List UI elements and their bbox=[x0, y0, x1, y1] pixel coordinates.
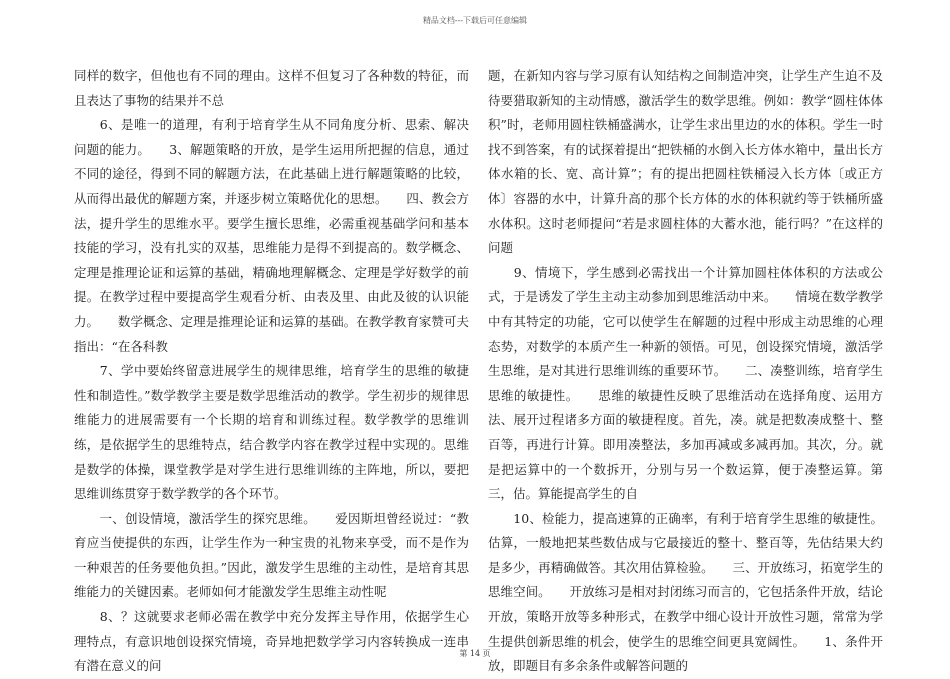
page-header: 精品文档---下载后可任意编辑 bbox=[422, 16, 528, 25]
paragraph: 同样的数字，但他也有不同的理由。这样不但复习了各种数的特征，而且表达了事物的结果并不总 bbox=[74, 68, 469, 108]
paragraph: 7、学中要始终留意进展学生的规律思维，培育学生的思维的敏捷性和制造性。”数学教学主要是数学思维活动的教学。学生初步的规律思维能力的进展需要有一个长期的培育和训练过程。数学教学的思维训练，是依据学生的思维特点，结合教学内容在教学过程中实现的。思维是数学的体操，课堂教学是对学生进行思维训练的主阵地，所以，要把思维训练贯穿于数学教学的各个环节。 bbox=[74, 363, 469, 502]
paragraph: 8、？这就要求老师必需在教学中充分发挥主导作用，依据学生心理特点，有意识地创设探究情境，奇异地把数学学习内容转换成一连串有潜在意义的问 bbox=[74, 609, 469, 674]
paragraph: 9、情境下，学生感到必需找出一个计算加圆柱体体积的方法或公式，于是诱发了学生主动主动参加到思维活动中来。 情境在数学教学中有其特定的功能，它可以使学生在解题的过程中形成主动思维的心理态势，对数学的本质产生一种新的领悟。可见，创设探究情境，激活学生思维，是对其进行思维训练的重要环节。 二、凑整训练，培育学生思维的敏捷性。 思维的敏捷性反映了思维活动在选择角度、运用方法、展开过程诸多方面的敏捷程度。首先，凑。就是把数凑成整十、整百等，再进行计算。即用凑整法，多加再减或多减再加。其次，分。就是把运算中的一个数拆开，分别与另一个数运算，便于凑整运算。第三，估。算能提高学生的自 bbox=[488, 264, 883, 502]
paragraph: 10、检能力，提高速算的正确率，有利于培育学生思维的敏捷性。估算，一般地把某些数估成与它最接近的整十、整百等，先估结果大约是多少，再精确做答。其次用估算检验。 三、开放练习，拓宽学生的思维空间。 开放练习是相对封闭练习而言的，它包括条件开放，结论开放，策略开放等多种形式，在教学中细心设计开放性习题，常常为学生提供创新思维的机会，使学生的思维空间更具宽阔性。 1、条件开放，即题目有多余条件或解答问题的 bbox=[488, 510, 883, 674]
left-column bbox=[74, 64, 469, 679]
paragraph: 6、是唯一的道理，有利于培育学生从不同角度分析、思索、解决问题的能力。 3、解题策略的开放，是学生运用所把握的信息，通过不同的途径，得到不同的解题方法，在此基础上进行解题策略的比较，从而得出最优的解题方案，并逐步树立策略优化的思想。 四、教会方法，提升学生的思维水平。要学生擅长思维，必需重视基础学问和基本技能的学习，没有扎实的双基，思维能力是得不到提高的。数学概念、定理是推理论证和运算的基础，精确地理解概念、定理是学好数学的前提。在教学过程中要提高学生观看分析、由表及里、由此及彼的认识能力。 数学概念、定理是推理论证和运算的基础。在教学教育家赞可夫指出：“在各科教 bbox=[74, 117, 469, 354]
page-number: 第 14 页 bbox=[459, 649, 491, 658]
right-column bbox=[488, 64, 883, 679]
paragraph: 一、创设情境，激活学生的探究思维。 爱因斯坦曾经说过：“教育应当使提供的东西，让学生作为一种宝贵的礼物来享受，而不是作为一种艰苦的任务要他负担。”因此，激发学生思维的主动性，是培育其思维能力的关键因素。老师如何才能激发学生思维主动性呢 bbox=[74, 510, 469, 600]
paragraph: 题，在新知内容与学习原有认知结构之间制造冲突，让学生产生迫不及待要猎取新知的主动情感，激活学生的数学思维。例如：教学“圆柱体体积”时，老师用圆柱铁桶盛满水，让学生求出里边的水的体积。学生一时找不到答案，有的试探着提出“把铁桶的水倒入长方体水箱中，量出长方体水箱的长、宽、高计算”；有的提出把圆柱铁桶浸入长方体〔或正方体〕容器的水中，计算升高的那个长方体的水的体积就约等于铁桶所盛水体积。这时老师提问“若是求圆柱体的大蓄水池，能行吗？”在这样的问题 bbox=[488, 68, 883, 256]
